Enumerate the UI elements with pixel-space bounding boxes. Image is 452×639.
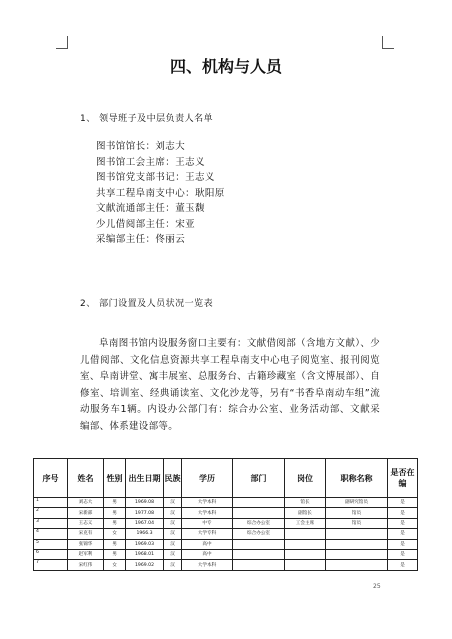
table-cell: 汉 [164, 549, 182, 559]
table-cell: 1967.04 [126, 518, 164, 528]
table-cell: 张锦华 [68, 539, 104, 549]
table-cell: 男 [104, 498, 126, 508]
header-cell-gender: 性别 [104, 459, 126, 498]
list-item: 图书馆党支部书记：王志义 [96, 172, 215, 183]
table-cell: 1968.01 [126, 549, 164, 559]
table-cell: 1977.08 [126, 508, 164, 518]
table-cell: 1969.03 [126, 539, 164, 549]
table-cell [326, 549, 388, 559]
table-cell: 女 [104, 529, 126, 539]
table-row [34, 539, 418, 549]
table-cell: 王志义 [68, 518, 104, 528]
list-item: 少儿借阅部主任：宋亚 [96, 218, 196, 230]
table-cell: 2 [34, 508, 68, 518]
header-cell-position: 岗位 [285, 459, 326, 498]
header-cell-name: 姓名 [68, 459, 104, 498]
table-cell [285, 539, 326, 549]
header-cell-education: 学历 [182, 459, 233, 498]
table-cell: 是 [388, 518, 418, 528]
table-cell: 是 [388, 498, 418, 508]
table-cell [233, 508, 285, 518]
table-cell: 大学本科 [182, 560, 233, 570]
table-cell: 赵军利 [68, 549, 104, 559]
table-cell: 1 [34, 498, 68, 508]
table-cell: 3 [34, 518, 68, 528]
table-cell: 是 [388, 539, 418, 549]
table-cell: 6 [34, 549, 68, 559]
header-cell-department: 部门 [233, 459, 285, 498]
header-cell-birth: 出生日期 [126, 459, 164, 498]
table-cell: 中专 [182, 518, 233, 528]
table-cell: 4 [34, 529, 68, 539]
page-number: 25 [373, 583, 381, 590]
table-cell [285, 529, 326, 539]
list-item: 采编部主任：佟丽云 [96, 234, 186, 245]
table-cell: 馆长 [285, 498, 326, 508]
table-row [34, 498, 418, 508]
table-cell: 7 [34, 560, 68, 570]
table-cell [233, 560, 285, 570]
table-cell: 汉 [164, 508, 182, 518]
crop-mark-top-right [382, 36, 394, 49]
table-cell: 女 [104, 560, 126, 570]
header-cell-ethnicity: 民族 [164, 459, 182, 498]
leadership-list [96, 139, 225, 248]
table-cell: 大学本科 [182, 508, 233, 518]
list-item: 文献流通部主任：董玉馥 [96, 203, 205, 214]
table-cell: 是 [388, 508, 418, 518]
table-cell [233, 539, 285, 549]
table-cell: 男 [104, 549, 126, 559]
table-cell: 男 [104, 518, 126, 528]
table-cell [326, 539, 388, 549]
table-cell: 1969.08 [126, 498, 164, 508]
table-cell: 是 [388, 549, 418, 559]
table-cell: 高中 [182, 549, 233, 559]
table-row [34, 560, 418, 570]
header-cell-seq: 序号 [34, 459, 68, 498]
list-item: 共享工程阜南支中心：耿阳原 [96, 187, 225, 199]
table-cell: 工会主席 [285, 518, 326, 528]
table-cell: 大学本科 [182, 498, 233, 508]
list-item: 图书馆馆长：刘志大 [96, 141, 186, 152]
table-cell: 刘志大 [68, 498, 104, 508]
table-cell: 汉 [164, 518, 182, 528]
table-cell: 汉 [164, 539, 182, 549]
table-cell [326, 529, 388, 539]
table-cell: 馆员 [326, 508, 388, 518]
table-cell [233, 549, 285, 559]
department-paragraph: 阜南图书馆内设服务窗口主要有：文献借阅部（含地方文献）、少儿借阅部、文化信息资源共享工程阜南支中心电子阅览室、报刊阅览室、阜南讲堂、寓丰展室、总服务台、古籍珍藏室（含文博展部）、自修室、培训室、经典诵读室、文化沙龙等，另有“书香阜南动车组”流动服务车1辆。内设办公部门有：综合办公室、业务活动部、文献采编部、体系建设部等。 [80, 338, 380, 432]
table-cell: 是 [388, 529, 418, 539]
table-cell: 1969.02 [126, 560, 164, 570]
table-row [34, 529, 418, 539]
table-header-row [34, 459, 418, 498]
section-2-title: 2、 部门设置及人员状况一览表 [80, 299, 214, 309]
list-item: 图书馆工会主席：王志义 [96, 156, 205, 168]
crop-mark-top-left [56, 36, 68, 49]
page-title: 四、机构与人员 [169, 57, 282, 76]
table-cell: 馆员 [326, 518, 388, 528]
table-row [34, 549, 418, 559]
table-row [34, 508, 418, 518]
table-cell: 宋克有 [68, 529, 104, 539]
table-cell: 副研究馆员 [326, 498, 388, 508]
table-row [34, 518, 418, 528]
table-cell: 副馆长 [285, 508, 326, 518]
table-cell: 高中 [182, 539, 233, 549]
table-cell: 宋新部 [68, 508, 104, 518]
table-cell [285, 549, 326, 559]
header-cell-staffed: 是否在编 [388, 459, 418, 498]
table-cell: 汉 [164, 498, 182, 508]
table-cell: 综合办公室 [233, 529, 285, 539]
staff-table [33, 458, 418, 571]
table-cell: 1966.3 [126, 529, 164, 539]
table-cell: 男 [104, 539, 126, 549]
table-cell [233, 498, 285, 508]
table-cell: 男 [104, 508, 126, 518]
table-cell: 5 [34, 539, 68, 549]
section-1-title: 1、 领导班子及中层负责人名单 [80, 114, 214, 124]
table-cell: 大学专科 [182, 529, 233, 539]
table-cell [326, 560, 388, 570]
table-cell: 综合办公室 [233, 518, 285, 528]
table-cell [285, 560, 326, 570]
table-body [34, 498, 418, 571]
table-cell: 汉 [164, 529, 182, 539]
header-cell-title: 职称名称 [326, 459, 388, 498]
table-cell: 是 [388, 560, 418, 570]
table-cell: 汉 [164, 560, 182, 570]
table-cell: 宋红伟 [68, 560, 104, 570]
